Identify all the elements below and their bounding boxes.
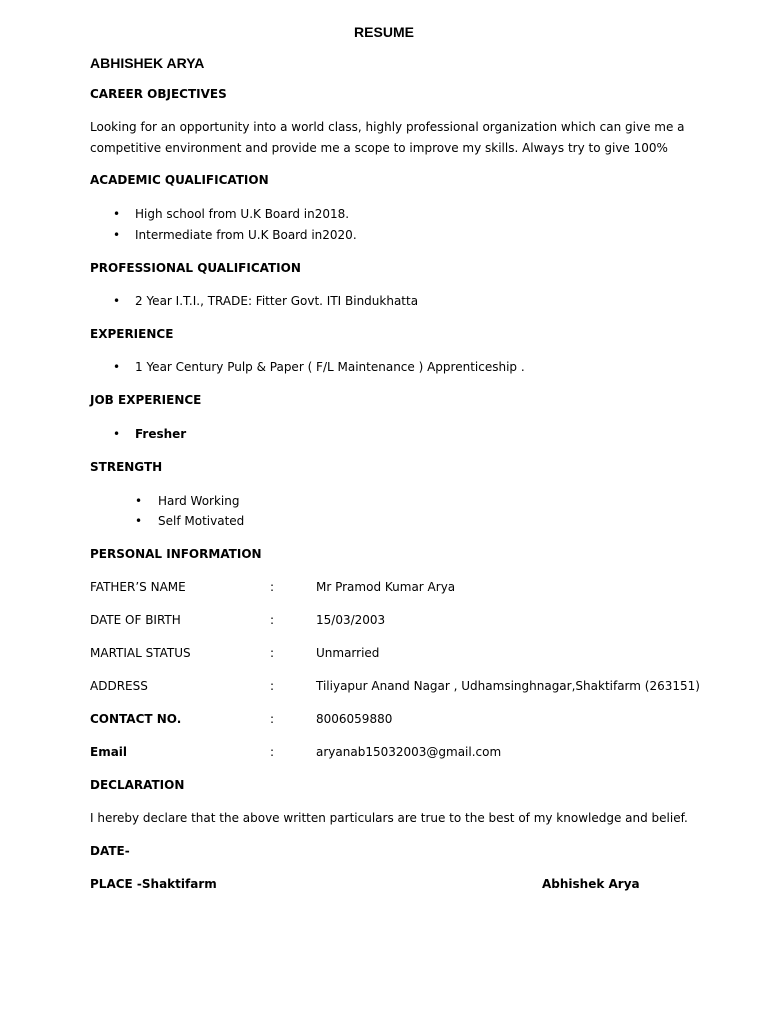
personal-value-contact: 8006059880 (316, 712, 393, 726)
candidate-name: ABHISHEK ARYA (90, 55, 205, 71)
experience-heading: EXPERIENCE (90, 327, 174, 341)
personal-label-marital-status: MARTIAL STATUS (90, 646, 191, 660)
bullet-icon: • (113, 294, 121, 308)
personal-separator: : (270, 679, 275, 693)
academic-item: Intermediate from U.K Board in2020. (135, 228, 357, 242)
personal-value-date-of-birth: 15/03/2003 (316, 613, 386, 627)
career-objectives-line-1: Looking for an opportunity into a world class, highly professional organization which can give me a (90, 120, 685, 134)
place-label: PLACE -Shaktifarm (90, 877, 217, 891)
personal-label-contact: CONTACT NO. (90, 712, 182, 726)
job-experience-item: Fresher (135, 427, 187, 441)
personal-value-email: aryanab15032003@gmail.com (316, 745, 502, 759)
bullet-icon: • (113, 207, 121, 221)
bullet-icon: • (135, 514, 143, 528)
bullet-icon: • (135, 494, 143, 508)
date-label: DATE- (90, 844, 130, 858)
professional-qualification-heading: PROFESSIONAL QUALIFICATION (90, 261, 301, 275)
personal-value-marital-status: Unmarried (316, 646, 380, 660)
bullet-icon: • (113, 360, 121, 374)
personal-separator: : (270, 646, 275, 660)
academic-item: High school from U.K Board in2018. (135, 207, 350, 221)
strength-item: Self Motivated (158, 514, 245, 528)
declaration-heading: DECLARATION (90, 778, 185, 792)
declaration-text: I hereby declare that the above written particulars are true to the best of my knowledge and belief. (90, 811, 688, 825)
career-objectives-heading: CAREER OBJECTIVES (90, 87, 227, 101)
personal-information-heading: PERSONAL INFORMATION (90, 547, 262, 561)
strength-heading: STRENGTH (90, 460, 163, 474)
personal-label-address: ADDRESS (90, 679, 148, 693)
career-objectives-line-2: competitive environment and provide me a scope to improve my skills. Always try to give 100% (90, 141, 668, 155)
strength-item: Hard Working (158, 494, 240, 508)
document-title: RESUME (354, 24, 414, 40)
signature-name: Abhishek Arya (542, 877, 640, 891)
professional-item: 2 Year I.T.I., TRADE: Fitter Govt. ITI Bindukhatta (135, 294, 419, 308)
personal-separator: : (270, 580, 275, 594)
personal-separator: : (270, 613, 275, 627)
personal-separator: : (270, 712, 275, 726)
personal-label-fathers-name: FATHER’S NAME (90, 580, 186, 594)
personal-label-email: Email (90, 745, 128, 759)
personal-value-fathers-name: Mr Pramod Kumar Arya (316, 580, 456, 594)
bullet-icon: • (113, 228, 121, 242)
academic-qualification-heading: ACADEMIC QUALIFICATION (90, 173, 269, 187)
experience-item: 1 Year Century Pulp & Paper ( F/L Maintenance ) Apprenticeship . (135, 360, 525, 374)
personal-value-address: Tiliyapur Anand Nagar , Udhamsinghnagar,Shaktifarm (263151) (316, 679, 700, 693)
personal-separator: : (270, 745, 275, 759)
job-experience-heading: JOB EXPERIENCE (90, 393, 202, 407)
bullet-icon: • (113, 427, 121, 441)
personal-label-date-of-birth: DATE OF BIRTH (90, 613, 181, 627)
